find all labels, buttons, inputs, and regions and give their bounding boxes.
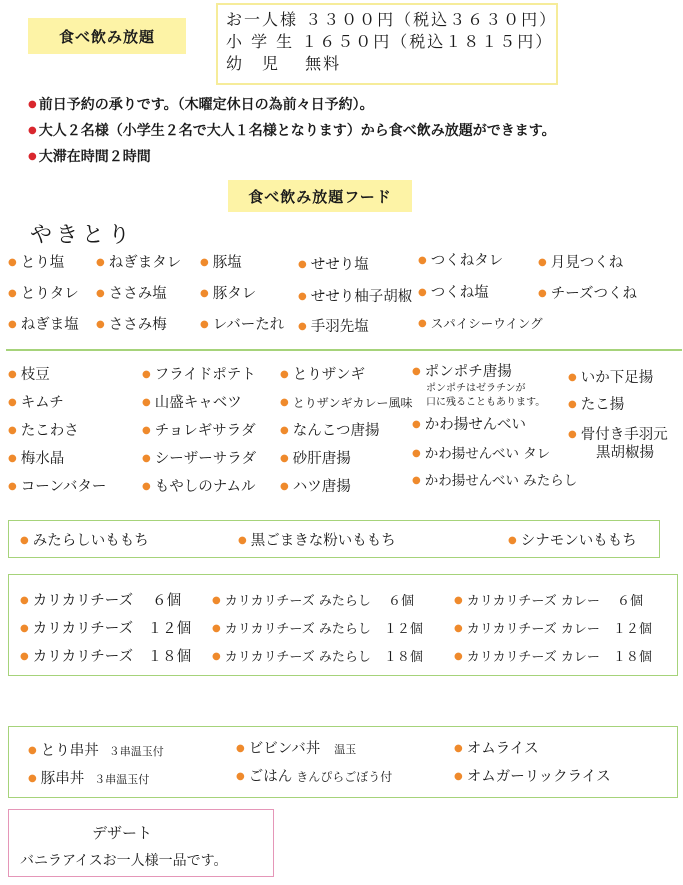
list-item: ● つくね塩	[418, 285, 489, 301]
yakitori-title: やきとり	[30, 223, 135, 248]
list-item: ● 砂肝唐揚	[280, 451, 351, 467]
list-item: ● もやしのナムル	[142, 479, 256, 495]
list-item: ● スパイシーウイング	[418, 316, 543, 331]
list-item: ● たこわさ	[8, 423, 79, 439]
list-item: ● せせり柚子胡椒	[298, 289, 413, 305]
list-item: ● カリカリチーズ カレー ６個	[454, 594, 643, 609]
list-item: ● キムチ	[8, 395, 64, 411]
list-item: ● 黒ごまきな粉いももち	[238, 533, 396, 549]
list-item: ● カリカリチーズ １８個	[20, 649, 192, 665]
list-item: ● レバーたれ	[200, 317, 285, 333]
item-note: きんぴらごぼう付	[296, 770, 393, 784]
list-item: ● なんこつ唐揚	[280, 423, 380, 439]
list-item: ● ねぎま塩	[8, 317, 79, 333]
note-1: ● 前日予約の承りです。（木曜定休日の為前々日予約）。	[28, 94, 374, 114]
item-note: 温玉	[334, 743, 357, 756]
note-3: ● 大滞在時間２時間	[28, 146, 151, 166]
list-item: ● ハツ唐揚	[280, 479, 351, 495]
list-item: ● 手羽先塩	[298, 319, 369, 335]
price-child: 小 学 生 １６５０円（税込１８１５円）	[226, 32, 554, 51]
price-adult: お一人様 ３３００円（税込３６３０円）	[226, 10, 558, 29]
list-item: 黒胡椒揚	[596, 445, 654, 461]
list-item: ● 月見つくね	[538, 255, 624, 271]
list-item: ● カリカリチーズ ６個	[20, 593, 182, 609]
list-item: ● チョレギサラダ	[142, 423, 256, 439]
list-item: ● ささみ梅	[96, 317, 167, 333]
list-item: ● ささみ塩	[96, 286, 167, 302]
food-title-text: 食べ飲み放題フード	[248, 187, 392, 206]
list-item: ● カリカリチーズ カレー １８個	[454, 650, 652, 665]
list-item: ● ポンポチ唐揚	[412, 364, 512, 380]
list-item: ● つくねタレ	[418, 253, 504, 269]
list-item: ● 豚塩	[200, 255, 242, 271]
list-item: ● せせり塩	[298, 257, 369, 273]
list-item: ● とり塩	[8, 255, 65, 271]
list-item: ● カリカリチーズ みたらし １２個	[212, 622, 423, 637]
list-item: ● かわ揚せんべい タレ	[412, 446, 551, 462]
title-label	[28, 18, 186, 54]
list-item: ● カリカリチーズ みたらし ６個	[212, 594, 414, 609]
list-item: ● 豚タレ	[200, 286, 257, 302]
title-text: 食べ飲み放題	[58, 27, 155, 46]
dessert-text: バニラアイスお一人様一品です。	[20, 853, 228, 869]
price-box	[216, 3, 558, 85]
list-item: ● 豚串丼 ３串温玉付	[28, 771, 150, 787]
list-item: ● チーズつくね	[538, 286, 638, 302]
list-item: ● とりザンギカレー風味	[280, 396, 413, 410]
list-item: ● カリカリチーズ カレー １２個	[454, 622, 652, 637]
list-item: ● ごはん きんぴらごぼう付	[236, 769, 393, 785]
price-infant: 幼 児 無料	[226, 54, 342, 73]
dessert-title: デザート	[92, 824, 153, 842]
item-note: ３串温玉付	[94, 773, 150, 786]
list-item: ● カリカリチーズ みたらし １８個	[212, 650, 423, 665]
list-item: ● 骨付き手羽元	[568, 427, 668, 443]
ponpochi-note-1: ポンポチはゼラチンが	[426, 383, 526, 394]
list-item: ● とり串丼 ３串温玉付	[28, 743, 164, 759]
divider	[6, 349, 682, 351]
list-item: ● いか下足揚	[568, 370, 654, 386]
item-note: ３串温玉付	[108, 745, 164, 758]
list-item: ● とりタレ	[8, 286, 79, 302]
list-item: ● シーザーサラダ	[142, 451, 257, 467]
list-item: ● オムガーリックライス	[454, 769, 611, 785]
note-2: ● 大人２名様（小学生２名で大人１名様となります）から食べ飲み放題ができます。	[28, 120, 556, 140]
ponpochi-note-2: 口に残ることもあります。	[426, 397, 546, 408]
list-item: ● コーンバター	[8, 479, 107, 495]
list-item: ● ねぎまタレ	[96, 255, 182, 271]
list-item: ● みたらしいももち	[20, 533, 149, 549]
list-item: ● 枝豆	[8, 367, 50, 383]
list-item: ● かわ揚せんべい	[412, 417, 526, 433]
list-item: ● 山盛キャベツ	[142, 395, 242, 411]
list-item: ● とりザンギ	[280, 367, 365, 383]
list-item: ● カリカリチーズ １２個	[20, 621, 192, 637]
list-item: ● ビビンバ丼 温玉	[236, 741, 357, 757]
list-item: ● たこ揚	[568, 397, 625, 413]
list-item: ● かわ揚せんべい みたらし	[412, 473, 578, 489]
list-item: ● 梅水晶	[8, 451, 65, 467]
food-title-label	[228, 180, 412, 212]
list-item: ● オムライス	[454, 741, 539, 757]
list-item: ● シナモンいももち	[508, 533, 637, 549]
list-item: ● フライドポテト	[142, 367, 256, 383]
